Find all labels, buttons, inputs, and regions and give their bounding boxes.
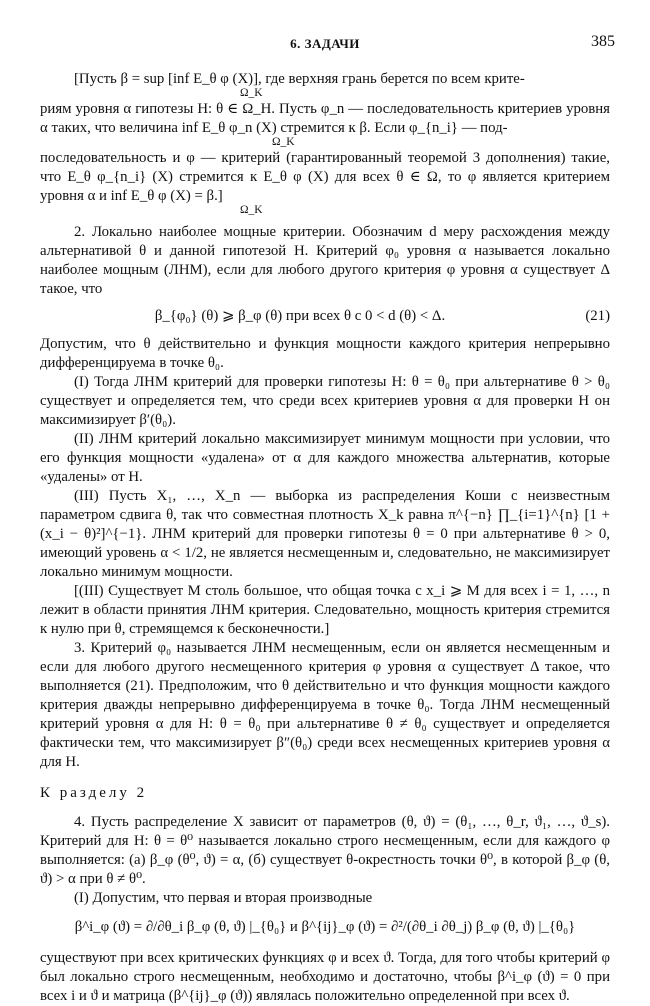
paragraph: существуют при всех критических функциях φ и всех ϑ. Тогда, для того чтобы критерий φ был локально строго несмещенным, необходимо и достаточно, чтобы β^i_φ (ϑ) = 0 при всех i и ϑ и матрица (β^{ij}_φ (ϑ)) являлась положительно определенной при всех ϑ. <box>40 950 610 1004</box>
equation-number: (21) <box>585 308 610 324</box>
paragraph: [(III) Существует M столь большое, что общая точка с x_i ⩾ M для всех i = 1, …, n лежит в области принятия ЛНМ критерия. Следовательно, мощность критерия стремится к нулю при θ, стремящемся к бесконечности.] <box>40 583 610 637</box>
equation-derivatives: β^i_φ (ϑ) = ∂/∂θ_i β_φ (θ, ϑ) |_{θ₀} и β^{ij}_φ (ϑ) = ∂²/(∂θ_i ∂θ_j) β_φ (θ, ϑ) |_{θ₀} <box>74 919 576 935</box>
paragraph: последовательность и φ — критерий (гарантированный теоремой 3 дополнения) такие, что E_θ φ_{n_i} (X) стремится к E_θ φ (X) для всех θ ∈ Ω, то φ является критерием уровня α и inf E_θ φ (X) = β.] <box>40 150 610 204</box>
paragraph: 2. Локально наиболее мощные критерии. Обозначим d меру расхождения между альтернативой θ и данной гипотезой H. Критерий φ₀ уровня α называется локально наиболее мощным (ЛНМ), если для любого другого критерия φ уровня α существует Δ такое, что <box>40 224 610 297</box>
running-header: 6. ЗАДАЧИ <box>290 36 360 51</box>
paragraph: (I) Допустим, что первая и вторая производные <box>74 890 373 906</box>
paragraph: 3. Критерий φ₀ называется ЛНМ несмещенным, если он является несмещенным и если для любого другого несмещенного критерия φ уровня α существует Δ такое, что выполняется (21). Предположим, что θ действительно и что функция мощности каждого критерия дважды непрерывно дифференцируема в точке θ₀. Тогда ЛНМ несмещенный критерий уровня α для H: θ = θ₀ при альтернативе θ ≠ θ₀ существует и определяется фактически тем, что максимизирует β″(θ₀) среди всех несмещенных критериев уровня α для H. <box>40 640 610 770</box>
page-number: 385 <box>591 33 615 50</box>
paragraph: (III) Пусть X₁, …, X_n — выборка из распределения Коши с неизвестным параметром сдвига θ, так что совместная плотность X_k равна π^{−n} ∏_{i=1}^{n} [1 + (x_i − θ)²]^{−1}. ЛНМ критерий для проверки гипотезы θ = 0 при альтернативе θ > 0, имеющий уровень α < 1/2, не является несмещенным и, следовательно, не максимизирует локально минимум мощности. <box>40 488 610 580</box>
equation-body: β_{φ₀} (θ) ⩾ β_φ (θ) при всех θ с 0 < d (θ) < Δ. <box>154 308 446 324</box>
paragraph: 4. Пусть распределение X зависит от параметров (θ, ϑ) = (θ₁, …, θ_r, ϑ₁, …, ϑ_s). Критерий для H: θ = θ⁰ называется локально строго несмещенным, если для каждого φ выполняется: (a) β_φ (θ⁰, ϑ) = α, (б) существует θ-окрестность точки θ⁰, в которой β_φ (θ, ϑ) > α при θ ≠ θ⁰. <box>40 814 610 887</box>
paragraph: риям уровня α гипотезы H: θ ∈ Ω_H. Пусть φ_n — последовательность критериев уровня α таких, что величина inf E_θ φ_n (X) стремится к β. Если φ_{n_i} — под- <box>40 101 610 136</box>
paragraph: (II) ЛНМ критерий локально максимизирует минимум мощности при условии, что его функция мощности «удалена» от α для каждого множества альтернатив, которые «удалены» от H. <box>40 431 610 485</box>
paragraph: [Пусть β = sup [inf E_θ φ (X)], где верхняя грань берется по всем крите- <box>74 71 525 87</box>
paragraph: Допустим, что θ действительно и функция мощности каждого критерия непрерывно дифференцируема в точке θ₀. <box>40 336 610 371</box>
subscript-line: Ω_K <box>240 87 263 99</box>
page-body <box>40 70 610 1006</box>
subscript-line: Ω_K <box>240 204 263 216</box>
equation-21 <box>40 307 610 326</box>
paragraph: (I) Тогда ЛНМ критерий для проверки гипотезы H: θ = θ₀ при альтернативе θ > θ₀ существует и определяется тем, что среди всех критериев уровня α для проверки H он максимизирует β′(θ₀). <box>40 374 610 428</box>
section-heading: К разделу 2 <box>40 785 148 801</box>
subscript-line: Ω_K <box>272 136 295 148</box>
